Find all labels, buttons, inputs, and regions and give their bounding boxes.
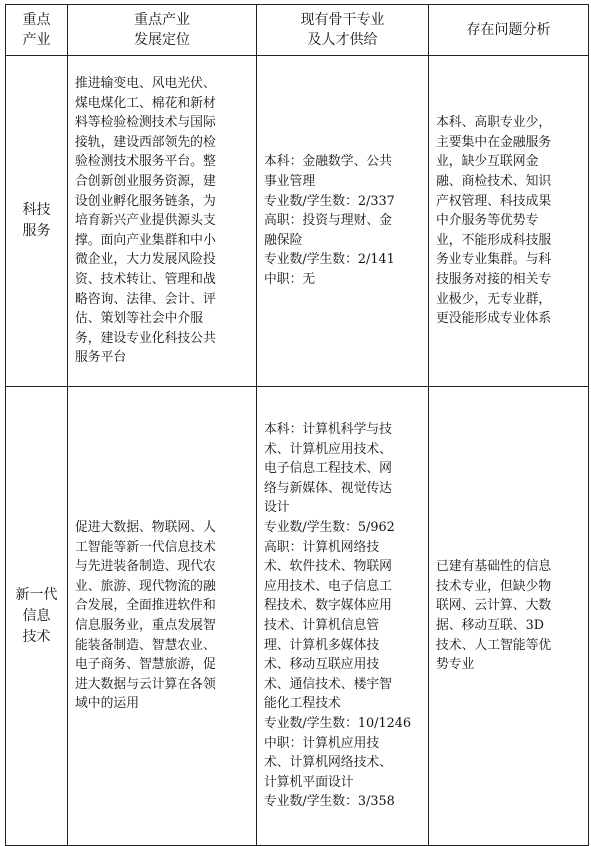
text-line: 专业数/学生数：10/1246 xyxy=(264,715,412,731)
text-line: 能化工程技术 xyxy=(264,696,341,712)
industry-cell xyxy=(6,56,68,387)
text-line: 专业数/学生数：3/358 xyxy=(264,794,395,810)
text-line: 专业数/学生数：2/337 xyxy=(264,193,395,209)
text-line: 主要集中在金融服务 xyxy=(436,134,552,150)
text-line: 撑。面向产业集群和中小 xyxy=(75,232,216,248)
text-line: 本科：金融数学、公共 xyxy=(264,154,392,170)
header-supply xyxy=(257,5,429,56)
industry-cell xyxy=(6,387,68,846)
text-line: 融保险 xyxy=(264,232,303,248)
text-line: 服务 xyxy=(22,223,51,239)
text-line: 理、计算机多媒体技 xyxy=(264,637,380,653)
text-line: 应用技术、电子信息工 xyxy=(264,578,392,594)
text-line: 进大数据与云计算在各领 xyxy=(75,676,216,692)
text-line: 计算机平面设计 xyxy=(264,774,354,790)
text-line: 技术 xyxy=(22,628,51,645)
text-line: 估、策划等社会中介服 xyxy=(75,311,203,327)
text-line: 业极少，无专业群， xyxy=(436,291,552,307)
text-line: 融、商检技术、知识 xyxy=(436,174,552,190)
supply-cell xyxy=(257,56,429,387)
text-line: 高职：计算机网络技 xyxy=(264,539,380,555)
text-line: 已建有基础性的信息 xyxy=(436,559,552,575)
text-line: 接轨，建设西部领先的检 xyxy=(75,134,216,150)
text-line: 势专业 xyxy=(436,657,475,673)
text-line: 推进输变电、风电光伏、 xyxy=(75,76,216,92)
text-line: 合发展，全面推进软件和 xyxy=(75,598,216,614)
text-line: 业，不能形成科技服 xyxy=(436,232,552,248)
text-line: 发展定位 xyxy=(134,32,190,48)
text-line: 务业专业集群。与科 xyxy=(436,252,552,268)
positioning-cell xyxy=(68,387,257,846)
text-line: 重点 xyxy=(22,12,51,28)
text-line: 设计 xyxy=(264,500,290,516)
text-line: 煤电煤化工、棉花和新材 xyxy=(75,95,216,111)
text-line: 术、计算机网络技术、 xyxy=(264,755,392,771)
text-line: 术、移动互联应用技 xyxy=(264,657,380,673)
text-line: 存在问题分析 xyxy=(466,22,551,38)
text-line: 料等检验检测技术与国际 xyxy=(75,115,216,131)
problems-cell xyxy=(429,387,589,846)
text-line: 能装备制造、智慧农业、 xyxy=(75,637,216,653)
text-line: 微企业，大力发展风险投 xyxy=(75,252,216,268)
text-line: 技术、人工智能等优 xyxy=(436,637,552,653)
text-line: 重点产业 xyxy=(134,12,190,28)
text-line: 事业管理 xyxy=(264,174,316,190)
text-line: 专业数/学生数：5/962 xyxy=(264,520,395,536)
text-line: 电子信息工程技术、网 xyxy=(264,461,392,477)
positioning-cell xyxy=(68,56,257,387)
text-line: 专业数/学生数：2/141 xyxy=(264,252,395,268)
text-line: 高职：投资与理财、金 xyxy=(264,213,392,229)
header-problems xyxy=(429,5,589,56)
text-line: 信息服务业，重点发展智 xyxy=(75,618,216,633)
text-line: 技术、计算机信息管 xyxy=(264,618,380,633)
text-line: 信息 xyxy=(22,607,51,624)
text-line: 务，建设专业化科技公共 xyxy=(75,330,216,346)
text-line: 产业 xyxy=(22,32,51,48)
header-row xyxy=(6,5,589,56)
text-line: 络与新媒体、视觉传达 xyxy=(264,480,392,496)
text-line: 工智能等新一代信息技术 xyxy=(75,539,216,555)
text-line: 科技 xyxy=(22,202,51,218)
text-line: 术、软件技术、物联网 xyxy=(264,559,392,575)
text-line: 新一代 xyxy=(15,586,58,603)
text-line: 培育新兴产业提供源头支 xyxy=(75,213,216,229)
text-line: 与先进装备制造、现代农 xyxy=(75,559,216,575)
text-line: 术、计算机应用技术、 xyxy=(264,441,392,457)
text-line: 资、技术转让、管理和战 xyxy=(75,271,216,287)
text-line: 服务平台 xyxy=(75,350,127,366)
text-line: 本科：计算机科学与技 xyxy=(264,422,392,438)
text-line: 程技术、数字媒体应用 xyxy=(264,598,392,614)
text-line: 现有骨干专业 xyxy=(300,12,385,28)
text-line: 产权管理、科技成果 xyxy=(436,193,552,209)
table-row xyxy=(6,56,589,387)
text-line: 本科、高职专业少， xyxy=(436,115,552,131)
text-line: 技服务对接的相关专 xyxy=(436,271,552,287)
text-line: 技术专业，但缺少物 xyxy=(436,578,552,594)
text-line: 中介服务等优势专 xyxy=(436,213,539,229)
text-line: 中职：无 xyxy=(264,271,316,287)
text-line: 更没能形成专业体系 xyxy=(436,311,552,327)
text-line: 验检测技术服务平台。整 xyxy=(75,154,216,170)
text-line: 业、旅游、现代物流的融 xyxy=(75,578,216,594)
text-line: 据、移动互联、3D xyxy=(436,618,544,633)
text-line: 及人才供给 xyxy=(307,32,378,48)
header-positioning xyxy=(68,5,257,56)
text-line: 联网、云计算、大数 xyxy=(436,598,552,614)
problems-cell xyxy=(429,56,589,387)
industry-analysis-table xyxy=(5,4,589,846)
text-line: 合创新创业服务资源，建 xyxy=(75,174,216,190)
text-line: 业，缺少互联网金 xyxy=(436,154,539,170)
supply-cell xyxy=(257,387,429,846)
text-line: 域中的运用 xyxy=(75,696,139,712)
text-line: 促进大数据、物联网、人 xyxy=(75,520,216,536)
text-line: 设创业孵化服务链条，为 xyxy=(75,193,216,209)
text-line: 术、通信技术、楼宇智 xyxy=(264,676,392,692)
header-industry xyxy=(6,5,68,56)
table-row xyxy=(6,387,589,846)
text-line: 略咨询、法律、会计、评 xyxy=(75,291,216,307)
text-line: 中职：计算机应用技 xyxy=(264,735,380,751)
text-line: 电子商务、智慧旅游，促 xyxy=(75,657,216,673)
